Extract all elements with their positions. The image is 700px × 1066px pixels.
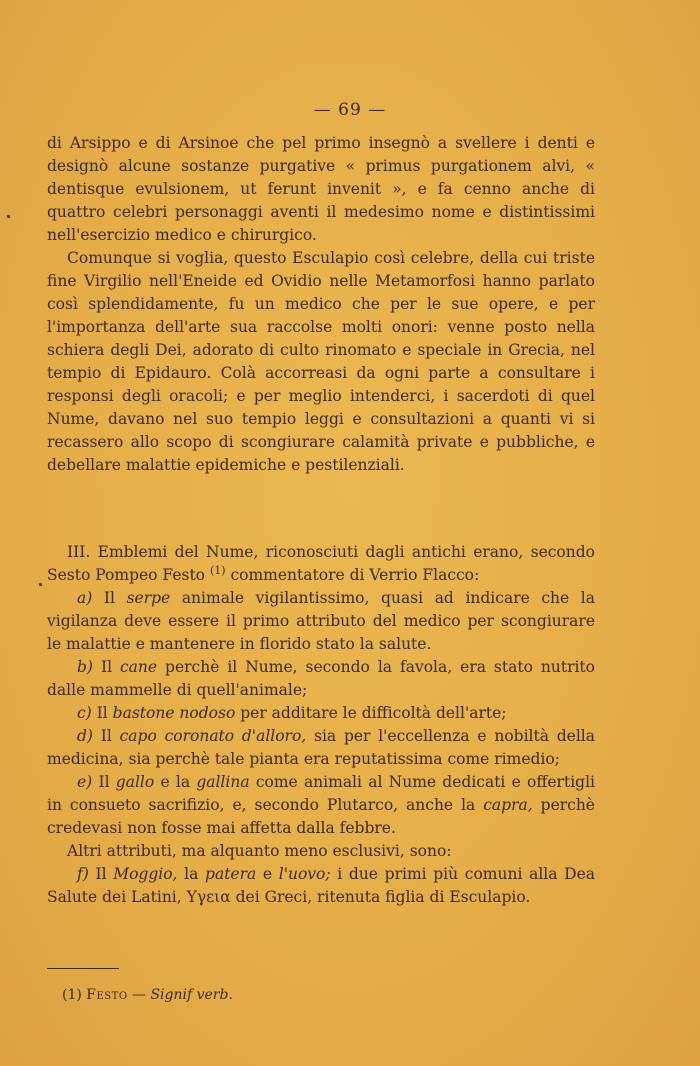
item-f (47, 863, 595, 909)
item-text: Il (92, 589, 127, 607)
paragraph-emblems-intro (47, 541, 595, 587)
margin-mark (39, 583, 42, 586)
emblem-term: cane (119, 658, 158, 676)
emblem-term: bastone nodoso (112, 704, 236, 722)
emblem-term: capo coronato d'alloro, (119, 727, 307, 745)
item-label: a) (77, 589, 93, 607)
item-label: f) (77, 865, 89, 883)
item-text: per additare le difficoltà dell'arte; (235, 704, 507, 722)
item-text: Il (92, 727, 120, 745)
item-text: Il (92, 773, 116, 791)
item-d (47, 725, 595, 771)
emblem-term: gallina (196, 773, 250, 791)
emblem-term: serpe (126, 589, 171, 607)
footnote-reference: (1) (209, 563, 226, 577)
item-text: come animali al Nume dedicati e offertigli in consueto sacrifizio, e, secondo Plutarco, anche la (47, 773, 595, 814)
item-text: sia per l'eccellenza e nobiltà della medicina, sia perchè tale pianta era reputatissima come rimedio; (47, 727, 595, 768)
footnote-marker: (1) (62, 987, 82, 1003)
item-c (47, 702, 595, 725)
item-label: b) (77, 658, 93, 676)
emblem-term: capra, (483, 796, 533, 814)
item-text: i due primi più comuni alla Dea Salute dei Latini, Υγεια dei Greci, ritenuta figlia di Esculapio. (47, 865, 596, 906)
item-text: animale vigilantissimo, quasi ad indicare che la vigilanza deve essere il primo attributo del medico per scongiurare le malattie e mantenere in florido stato la salute. (47, 589, 595, 653)
item-text: e (256, 865, 279, 883)
item-e (47, 771, 595, 840)
intro-text-end: commentatore di Verrio Flacco: (225, 566, 480, 584)
item-label: d) (77, 727, 93, 745)
item-text: perchè credevasi non fosse mai affetta dalla febbre. (47, 796, 595, 837)
intro-text: III. Emblemi del Nume, riconosciuti dagli antichi erano, secondo Sesto Pompeo Festo (47, 543, 595, 584)
emblem-term: gallo (115, 773, 155, 791)
paragraph-arsippo: di Arsippo e di Arsinoe che pel primo insegnò a svellere i denti e designò alcune sostanze purgative « primus purgationem alvi, « dentisque evulsionem, ut ferunt invenit », e fa cenno anche di quattro celebri personaggi aventi il medesimo nome e distintissimi nell'esercizio medico e chirurgico. (47, 134, 595, 244)
item-a (47, 587, 595, 656)
footnote-author: Festo (86, 987, 128, 1003)
text-block-top (47, 132, 595, 477)
footnote (62, 985, 233, 1005)
footnote-work: Signif verb. (150, 987, 233, 1003)
emblem-term: patera (205, 865, 257, 883)
item-text: Il (92, 658, 120, 676)
item-text: la (177, 865, 206, 883)
text-block-emblems (47, 541, 595, 909)
page-number: — 69 — (313, 100, 387, 120)
item-text: perchè il Nume, secondo la favola, era stato nutrito dalle mammelle di quell'animale; (47, 658, 595, 699)
paragraph-esculapio: Comunque si voglia, questo Esculapio così celebre, della cui triste fine Virgilio nell'Eneide ed Ovidio nelle Metamorfosi hanno parlato così splendidamente, fu un medico che per le sue opere, e per l'importanza dell'arte sua raccolse molti onori: venne posto nella schiera degli Dei, adorato di culto rinomato e speciale in Grecia, nel tempio di Epidauro. Colà accorreasi da ogni parte a consultare i responsi degli oracoli; e per meglio intenderci, i sacerdoti di quel Nume, davano nel suo tempio leggi e consultazioni a quanti vi si recassero allo scopo di scongiurare calamità private e pubbliche, e debellare malattie epidemiche e pestilenziali. (47, 249, 595, 474)
paragraph-other-attributes: Altri attributi, ma alquanto meno esclusivi, sono: (67, 842, 452, 860)
emblem-term: l'uovo; (278, 865, 331, 883)
margin-mark (7, 215, 10, 218)
item-label: e) (77, 773, 93, 791)
item-b (47, 656, 595, 702)
item-text: Il (91, 704, 113, 722)
item-text: Il (88, 865, 114, 883)
footnote-dash: — (127, 987, 151, 1003)
footnote-divider (47, 968, 119, 969)
emblem-term: Moggio, (113, 865, 178, 883)
item-label: c) (77, 704, 92, 722)
item-text: e la (154, 773, 197, 791)
